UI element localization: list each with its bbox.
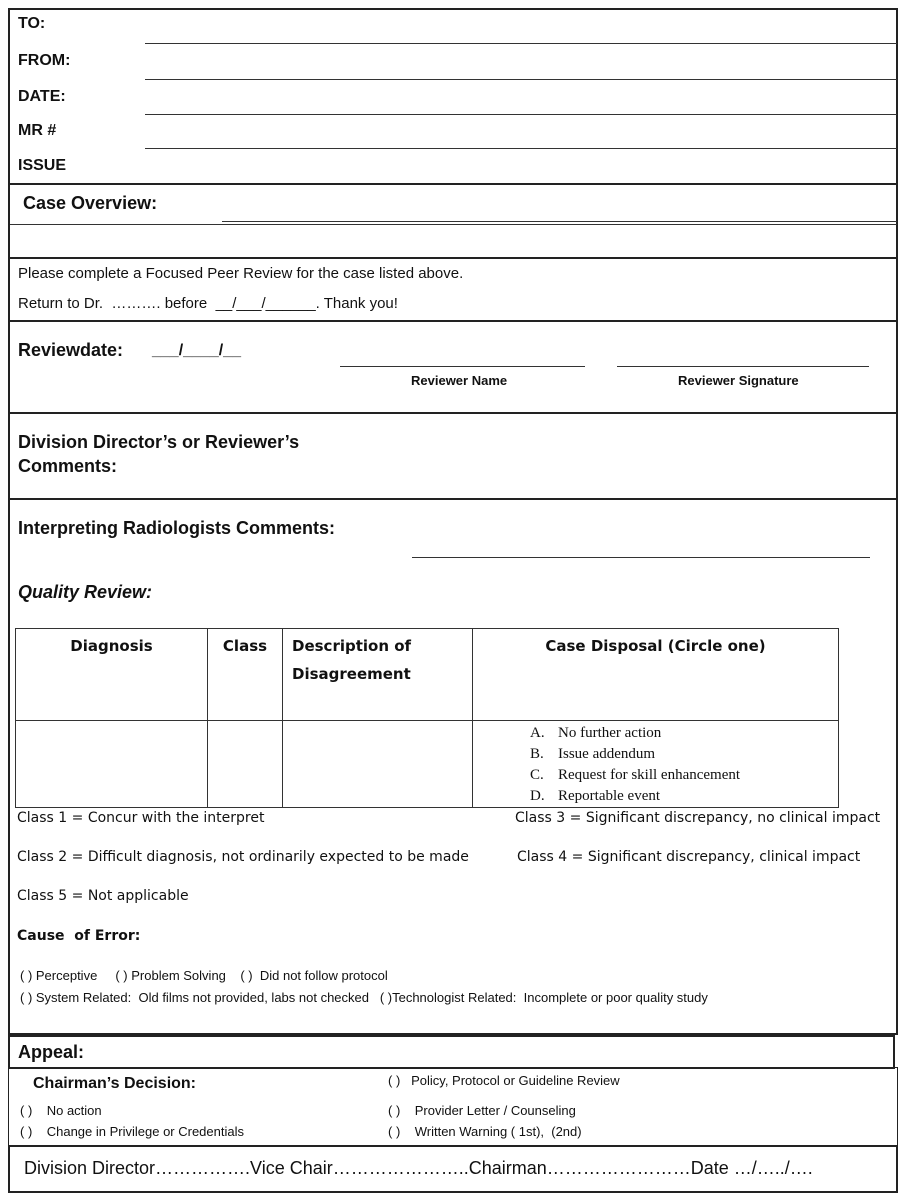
case-disposal-header: Case Disposal (Circle one) [473,629,839,721]
reviewer-name-line[interactable] [340,366,585,367]
reviewer-name-caption: Reviewer Name [411,373,508,388]
chairman-option-no-action[interactable]: ( ) No action [20,1103,102,1118]
to-line[interactable] [145,43,897,44]
disposal-option-a[interactable]: A. No further action [530,725,662,741]
review-section [8,320,898,414]
request-line-2: Return to Dr. ………. before __/___/______. Thank you! [18,295,398,312]
diagnosis-header: Diagnosis [16,629,208,721]
interpreting-comments-label: Interpreting Radiologists Comments: [18,518,336,538]
appeal-label: Appeal: [18,1042,85,1062]
header-section [8,8,898,185]
case-overview-line-1[interactable] [222,221,897,222]
reviewdate-label: Reviewdate: [18,340,124,360]
issue-label: ISSUE [18,157,67,174]
chairman-decision-title: Chairman’s Decision: [33,1075,197,1092]
case-overview-line-2[interactable] [10,224,897,225]
mr-line[interactable] [145,148,897,149]
class-4-text: Class 4 = Significant discrepancy, clinical impact [517,849,861,865]
class-3-text: Class 3 = Significant discrepancy, no clinical impact [515,810,881,826]
cause-line-1[interactable]: ( ) Perceptive ( ) Problem Solving ( ) Did not follow protocol [20,968,388,983]
request-line-1: Please complete a Focused Peer Review for the case listed above. [18,265,464,282]
chairman-option-privilege[interactable]: ( ) Change in Privilege or Credentials [20,1124,244,1139]
from-label: FROM: [18,52,71,69]
chairman-option-policy[interactable]: ( ) Policy, Protocol or Guideline Review [388,1073,620,1088]
description-header: Description of Disagreement [283,629,473,721]
reviewdate-blank[interactable]: ___/____/__ [152,342,241,359]
disposal-option-b[interactable]: B. Issue addendum [530,746,656,762]
division-comments-line-1: Division Director’s or Reviewer’s [18,432,300,452]
interpreting-comments-line[interactable] [412,557,870,558]
chairman-option-warning[interactable]: ( ) Written Warning ( 1st), (2nd) [388,1124,582,1139]
reviewer-signature-line[interactable] [617,366,869,367]
quality-review-table [15,628,839,808]
case-overview-label: Case Overview: [23,193,158,213]
class-1-text: Class 1 = Concur with the interpret [17,810,265,826]
to-label: TO: [18,15,46,32]
signature-footer-line[interactable]: Division Director…………….Vice Chair…………………..Chairman……………………Date …/…../…. [24,1158,813,1178]
class-header: Class [208,629,283,721]
date-label: DATE: [18,88,66,105]
cause-of-error-title: Cause of Error: [17,928,141,944]
class-2-text: Class 2 = Difficult diagnosis, not ordinarily expected to be made [17,849,469,865]
division-comments-section [8,412,898,500]
from-line[interactable] [145,79,897,80]
appeal-section [8,1035,895,1069]
reviewer-signature-caption: Reviewer Signature [678,373,799,388]
class-5-text: Class 5 = Not applicable [17,888,189,904]
mr-label: MR # [18,122,57,139]
disposal-option-c[interactable]: C. Request for skill enhancement [530,767,741,783]
description-cell[interactable] [283,721,473,808]
case-disposal-cell[interactable] [473,721,839,808]
class-cell[interactable] [208,721,283,808]
diagnosis-cell[interactable] [16,721,208,808]
quality-review-title: Quality Review: [18,582,153,602]
cause-line-2[interactable]: ( ) System Related: Old films not provided, labs not checked ( )Technologist Related: Incomplete or poor quality study [20,990,708,1005]
date-line[interactable] [145,114,897,115]
chairman-option-letter[interactable]: ( ) Provider Letter / Counseling [388,1103,576,1118]
division-comments-line-2: Comments: [18,456,118,476]
disposal-option-d[interactable]: D. Reportable event [530,788,661,804]
